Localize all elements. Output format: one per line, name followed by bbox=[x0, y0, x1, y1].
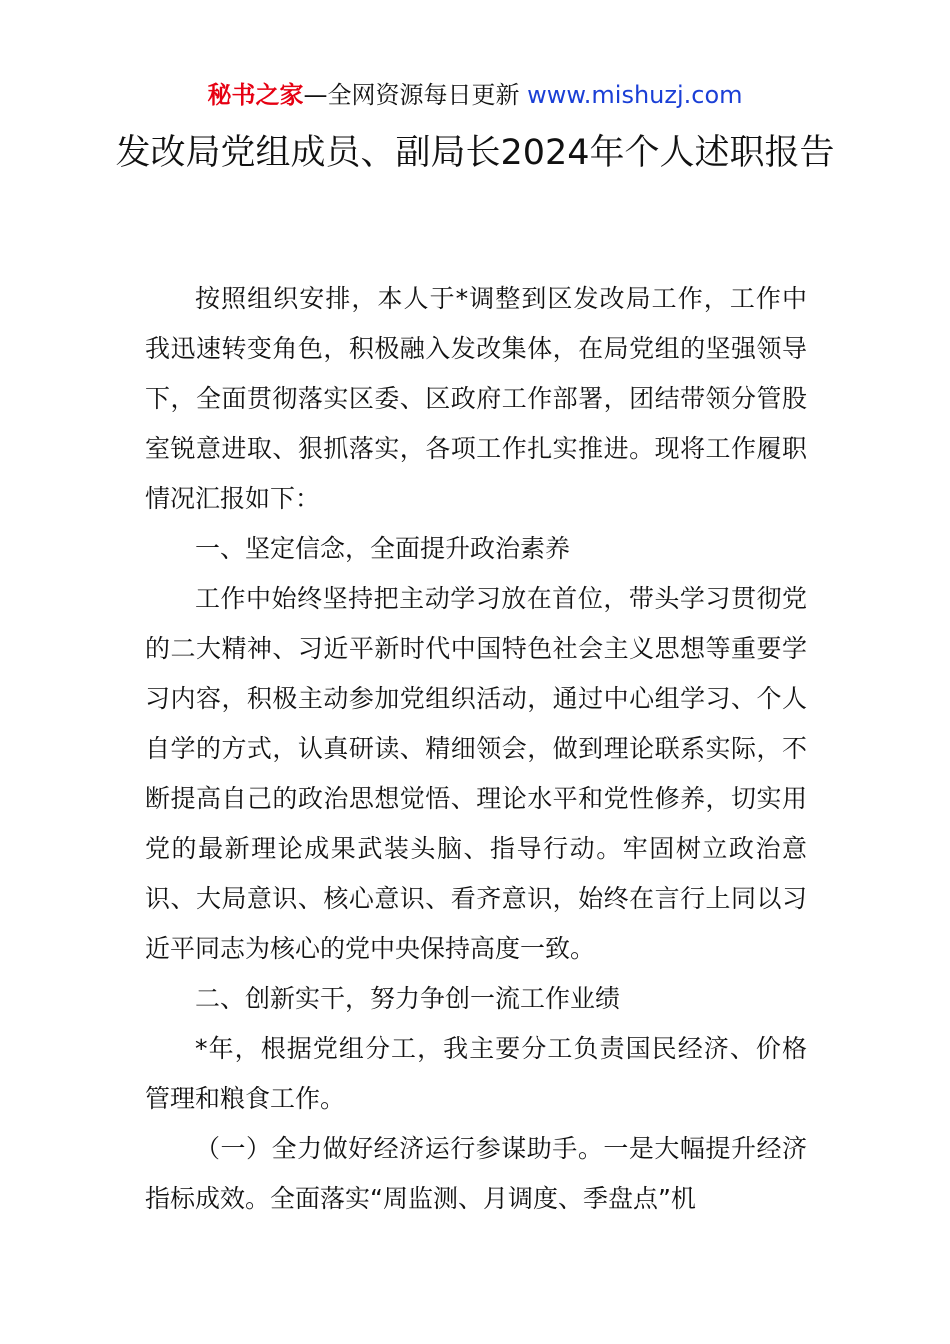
header-slogan: —全网资源每日更新 bbox=[303, 81, 528, 109]
document-body bbox=[145, 274, 807, 1224]
paragraph-section-2: *年，根据党组分工，我主要分工负责国民经济、价格管理和粮食工作。 bbox=[145, 1034, 807, 1113]
brand-name: 秘书之家 bbox=[207, 81, 304, 109]
site-header bbox=[0, 78, 950, 112]
site-url-link[interactable]: www.mishuzj.com bbox=[527, 81, 743, 109]
document-title: 发改局党组成员、副局长2024年个人述职报告 bbox=[115, 133, 835, 173]
paragraph-subsection-1: （一）全力做好经济运行参谋助手。一是大幅提升经济指标成效。全面落实“周监测、月调度、季盘点”机 bbox=[145, 1134, 807, 1213]
paragraph-intro: 按照组织安排，本人于*调整到区发改局工作，工作中我迅速转变角色，积极融入发改集体，在局党组的坚强领导下，全面贯彻落实区委、区政府工作部署，团结带领分管股室锐意进取、狠抓落实，各项工作扎实推进。现将工作履职情况汇报如下： bbox=[145, 284, 807, 513]
section-heading-2: 二、创新实干，努力争创一流工作业绩 bbox=[195, 984, 621, 1013]
section-heading-1: 一、坚定信念，全面提升政治素养 bbox=[195, 534, 571, 563]
paragraph-section-1: 工作中始终坚持把主动学习放在首位，带头学习贯彻党的二大精神、习近平新时代中国特色社会主义思想等重要学习内容，积极主动参加党组织活动，通过中心组学习、个人自学的方式，认真研读、精细领会，做到理论联系实际，不断提高自己的政治思想觉悟、理论水平和党性修养，切实用党的最新理论成果武装头脑、指导行动。牢固树立政治意识、大局意识、核心意识、看齐意识，始终在言行上同以习近平同志为核心的党中央保持高度一致。 bbox=[145, 584, 807, 963]
